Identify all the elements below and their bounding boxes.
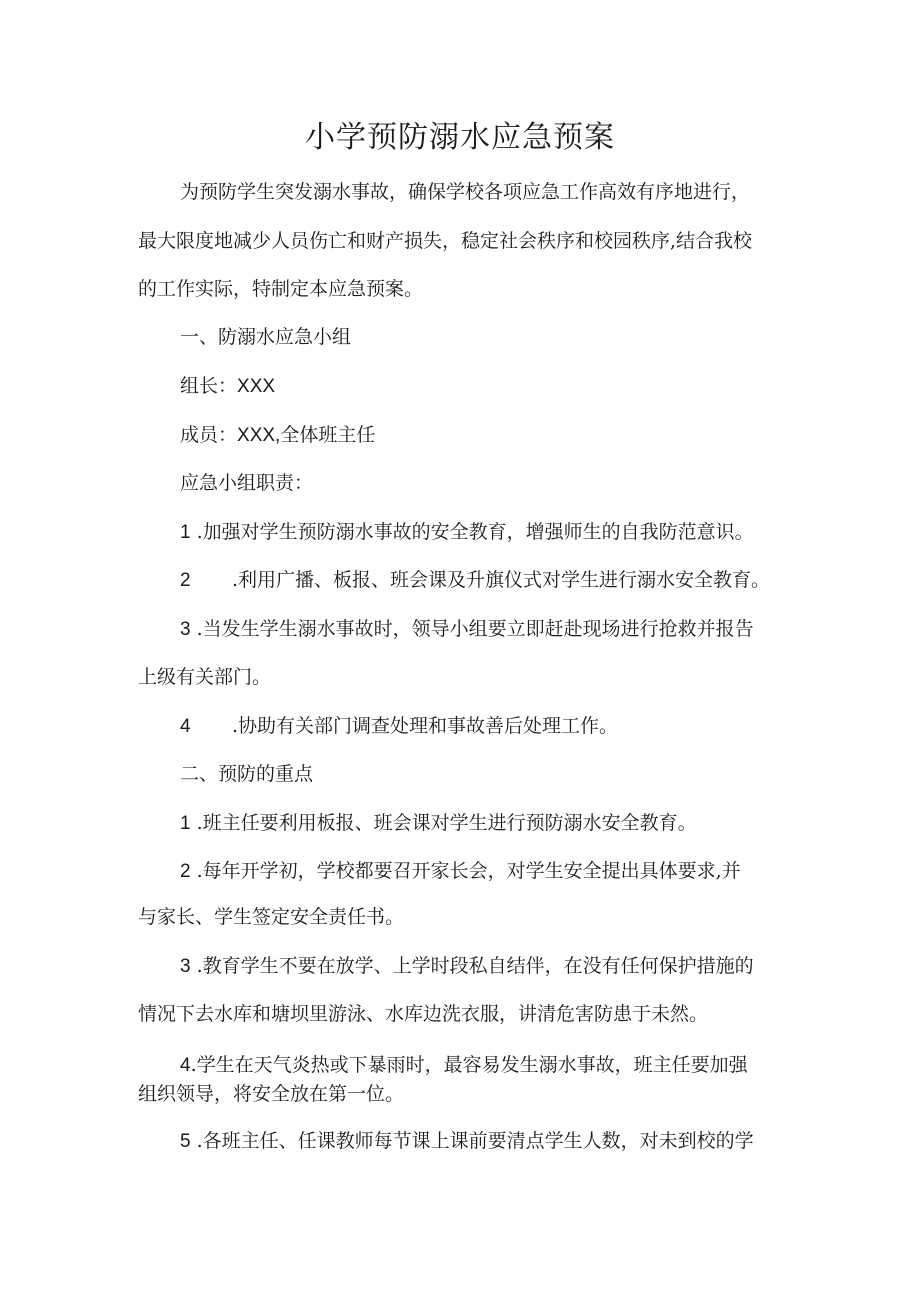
members-rest: 全体班主任 bbox=[280, 424, 376, 446]
intro-line-1: 为预防学生突发溺水事故，确保学校各项应急工作高效有序地进行， bbox=[180, 181, 751, 203]
duty-item-3-continued: 上级有关部门。 bbox=[138, 666, 272, 688]
prevention-item-4-continued: 组织领导，将安全放在第一位。 bbox=[138, 1083, 405, 1105]
duty-item-text: .利用广播、板报、班会课及升旗仪式对学生进行溺水安全教育。 bbox=[232, 569, 771, 591]
leader-label: 组长： bbox=[180, 375, 238, 397]
prevention-item-text: .每年开学初，学校都要召开家长会，对学生安全提出具体要求,并 bbox=[196, 860, 741, 882]
document-title: 小学预防溺水应急预案 bbox=[305, 120, 615, 155]
duty-item-text: .加强对学生预防溺水事故的安全教育，增强师生的自我防范意识。 bbox=[196, 521, 754, 543]
intro-line-2: 最大限度地减少人员伤亡和财产损失，稳定社会秩序和校园秩序,结合我校 bbox=[138, 230, 753, 252]
prevention-item-3 bbox=[180, 952, 800, 981]
duty-item-number: 1 bbox=[180, 522, 191, 543]
duty-item-number: 2 bbox=[180, 570, 191, 591]
duty-item-number: 3 bbox=[180, 619, 191, 640]
duty-item-text: .协助有关部门调查处理和事故善后处理工作。 bbox=[232, 715, 619, 737]
members-line bbox=[180, 421, 800, 450]
duty-item-2 bbox=[180, 566, 800, 595]
members-value: XXX, bbox=[237, 425, 281, 446]
leader-line bbox=[180, 372, 800, 401]
prevention-item-5 bbox=[180, 1127, 800, 1156]
duty-item-text: .当发生学生溺水事故时，领导小组要立即赶赴现场进行抢救并报告 bbox=[196, 618, 754, 640]
prevention-item-number: 5 bbox=[180, 1131, 191, 1152]
prevention-item-2-continued: 与家长、学生签定安全责任书。 bbox=[138, 906, 405, 928]
prevention-item-1 bbox=[180, 809, 800, 838]
prevention-item-3-continued: 情况下去水库和塘坝里游泳、水库边洗衣服，讲清危害防患于未然。 bbox=[138, 1003, 709, 1025]
prevention-item-4 bbox=[180, 1051, 800, 1080]
section-1-heading: 一、防溺水应急小组 bbox=[180, 326, 352, 348]
members-label: 成员： bbox=[180, 424, 238, 446]
prevention-item-text: .教育学生不要在放学、上学时段私自结伴，在没有任何保护措施的 bbox=[196, 955, 754, 977]
prevention-item-number: 3 bbox=[180, 956, 191, 977]
prevention-item-number: 2 bbox=[180, 861, 191, 882]
duty-item-1 bbox=[180, 518, 800, 547]
prevention-item-text: .班主任要利用板报、班会课对学生进行预防溺水安全教育。 bbox=[196, 812, 697, 834]
duties-heading: 应急小组职责： bbox=[180, 472, 314, 494]
duty-item-3 bbox=[180, 615, 800, 644]
section-2-heading: 二、预防的重点 bbox=[180, 763, 314, 785]
duty-item-number: 4 bbox=[180, 716, 191, 737]
intro-line-3: 的工作实际，特制定本应急预案。 bbox=[138, 278, 424, 300]
prevention-item-number: 4 bbox=[180, 1055, 191, 1076]
prevention-item-text: .学生在天气炎热或下暴雨时，最容易发生溺水事故，班主任要加强 bbox=[190, 1054, 748, 1076]
duty-item-4 bbox=[180, 712, 800, 741]
prevention-item-2 bbox=[180, 857, 800, 886]
leader-value: XXX bbox=[237, 376, 276, 397]
prevention-item-number: 1 bbox=[180, 813, 191, 834]
prevention-item-text: .各班主任、任课教师每节课上课前要清点学生人数，对未到校的学 bbox=[196, 1130, 754, 1152]
